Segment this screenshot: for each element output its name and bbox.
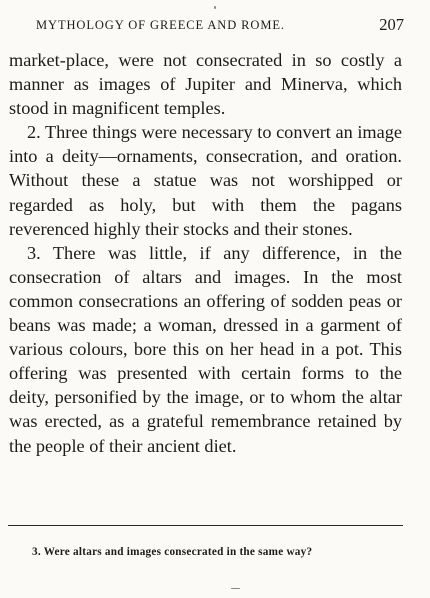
body-text <box>9 48 402 458</box>
paragraph-2: 2. Three things were necessary to convert an image into a deity—ornaments, consecration, and oration. Without these a statue was not worshipped or regarded as holy, but with them the pagans reverenced highly their stocks and their stones. <box>9 122 402 239</box>
running-head: MYTHOLOGY OF GREECE AND ROME. <box>36 18 285 32</box>
footnote-question: 3. Were altars and images consecrated in the same way? <box>32 546 313 558</box>
page-number: 207 <box>379 15 404 34</box>
print-speck <box>214 6 216 9</box>
paragraph-continued: market-place, were not consecrated in so costly a manner as images of Jupiter and Minerva, which stood in magnificent temples. <box>9 50 402 119</box>
page-header <box>36 15 404 37</box>
print-speck <box>231 588 240 589</box>
paragraph-3: 3. There was little, if any difference, in the consecration of altars and images. In the most common consecrations an offering of sodden peas or beans was made; a woman, dressed in a garment of various colours, bore this on her head in a pot. This offering was presented with certain forms to the deity, personified by the image, or to whom the altar was erected, as a grateful remembrance retained by the people of their ancient diet. <box>9 242 402 456</box>
footnote-divider <box>8 525 403 526</box>
